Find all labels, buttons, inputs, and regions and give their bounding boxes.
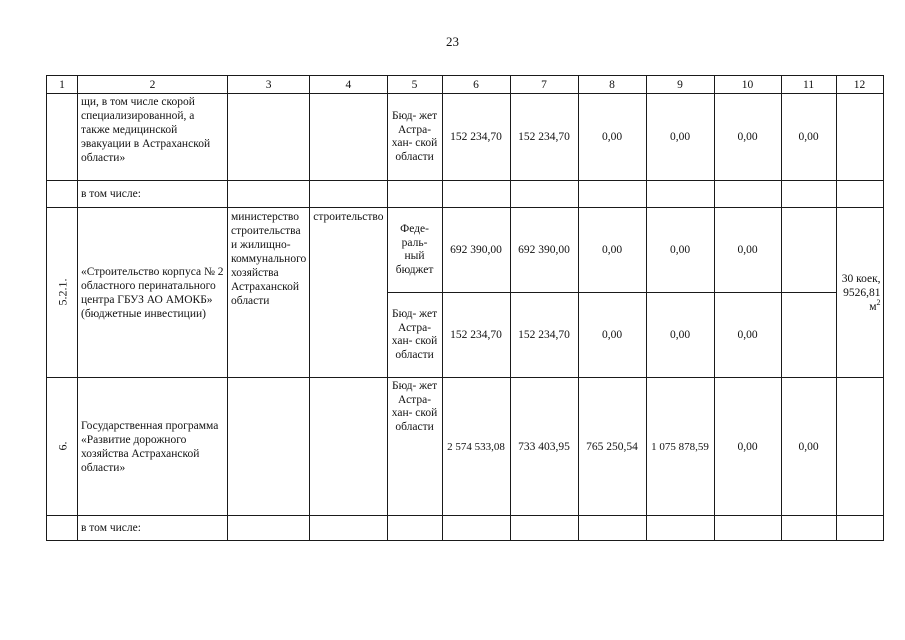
col4-cell: строительство: [310, 208, 387, 378]
funding-source-cell: Феде- раль- ный бюджет: [387, 208, 442, 293]
capacity-line1: 30 коек,: [841, 272, 881, 285]
value-cell: 152 234,70: [442, 293, 510, 378]
col-header: 11: [781, 76, 836, 94]
capacity-cell: [836, 94, 883, 181]
executor-cell: министерство строительства и жилищно-коммунального хозяйства Астраханской области: [228, 208, 310, 378]
subheading-cell: в том числе:: [78, 181, 228, 208]
value-cell: 152 234,70: [510, 293, 578, 378]
row-number-cell: [47, 94, 78, 181]
col-header: 7: [510, 76, 578, 94]
value-cell: 0,00: [578, 293, 646, 378]
funding-source-cell: Бюд- жет Астра- хан- ской области: [387, 378, 442, 516]
description-cell: «Строительство корпуса № 2 областного перинатального центра ГБУЗ АО АМОКБ» (бюджетные инвестиции): [78, 208, 228, 378]
capacity-unit: $м^2$: [869, 297, 881, 313]
description-cell: Государственная программа «Развитие дорожного хозяйства Астраханской области»: [78, 378, 228, 516]
capacity-cell: [836, 208, 883, 378]
table-row: [47, 208, 884, 293]
col-header: 4: [310, 76, 387, 94]
row-number: 6.: [55, 441, 69, 451]
value-cell: 0,00: [781, 94, 836, 181]
col-header: 2: [78, 76, 228, 94]
value-cell: 0,00: [714, 293, 781, 378]
col-header: 12: [836, 76, 883, 94]
value-cell: 733 403,95: [510, 378, 578, 516]
subheading-cell: в том числе:: [78, 516, 228, 541]
value-cell: 1 075 878,59: [646, 378, 714, 516]
funding-source-cell: Бюд- жет Астра- хан- ской области: [387, 94, 442, 181]
value-cell: 0,00: [714, 378, 781, 516]
capacity-line2: 9526,81: [843, 286, 881, 299]
description-cell: щи, в том числе скорой специализированной, а также медицинской эвакуации в Астраханской области»: [78, 94, 228, 181]
table-row: [47, 94, 884, 181]
table-row: [47, 181, 884, 208]
col-header: 3: [228, 76, 310, 94]
value-cell: 0,00: [646, 293, 714, 378]
value-cell: 152 234,70: [510, 94, 578, 181]
column-number-row: [47, 76, 884, 94]
value-cell: 0,00: [578, 94, 646, 181]
col-header: 6: [442, 76, 510, 94]
value-cell: 765 250,54: [578, 378, 646, 516]
col-header: 1: [47, 76, 78, 94]
row-number-cell: [47, 208, 78, 378]
executor-cell: [228, 94, 310, 181]
value-cell: 0,00: [714, 208, 781, 293]
value-cell: 0,00: [578, 208, 646, 293]
value-cell: 0,00: [781, 378, 836, 516]
page-number: 23: [446, 34, 459, 49]
row-number-cell: [47, 378, 78, 516]
col-header: 5: [387, 76, 442, 94]
col-header: 8: [578, 76, 646, 94]
col-header: 9: [646, 76, 714, 94]
col4-cell: [310, 378, 387, 516]
funding-source-cell: Бюд- жет Астра- хан- ской области: [387, 293, 442, 378]
value-cell: 0,00: [714, 94, 781, 181]
capacity-cell: [836, 378, 883, 516]
value-cell: 0,00: [646, 94, 714, 181]
col4-cell: [310, 94, 387, 181]
value-cell: 152 234,70: [442, 94, 510, 181]
table-row: [47, 516, 884, 541]
col-header: 10: [714, 76, 781, 94]
executor-cell: [228, 378, 310, 516]
value-cell: 692 390,00: [510, 208, 578, 293]
table-row: [47, 378, 884, 516]
row-number: 5.2.1.: [55, 278, 69, 306]
value-cell: 2 574 533,08: [442, 378, 510, 516]
program-table: [46, 75, 884, 541]
value-cell: 0,00: [646, 208, 714, 293]
value-cell: 692 390,00: [442, 208, 510, 293]
